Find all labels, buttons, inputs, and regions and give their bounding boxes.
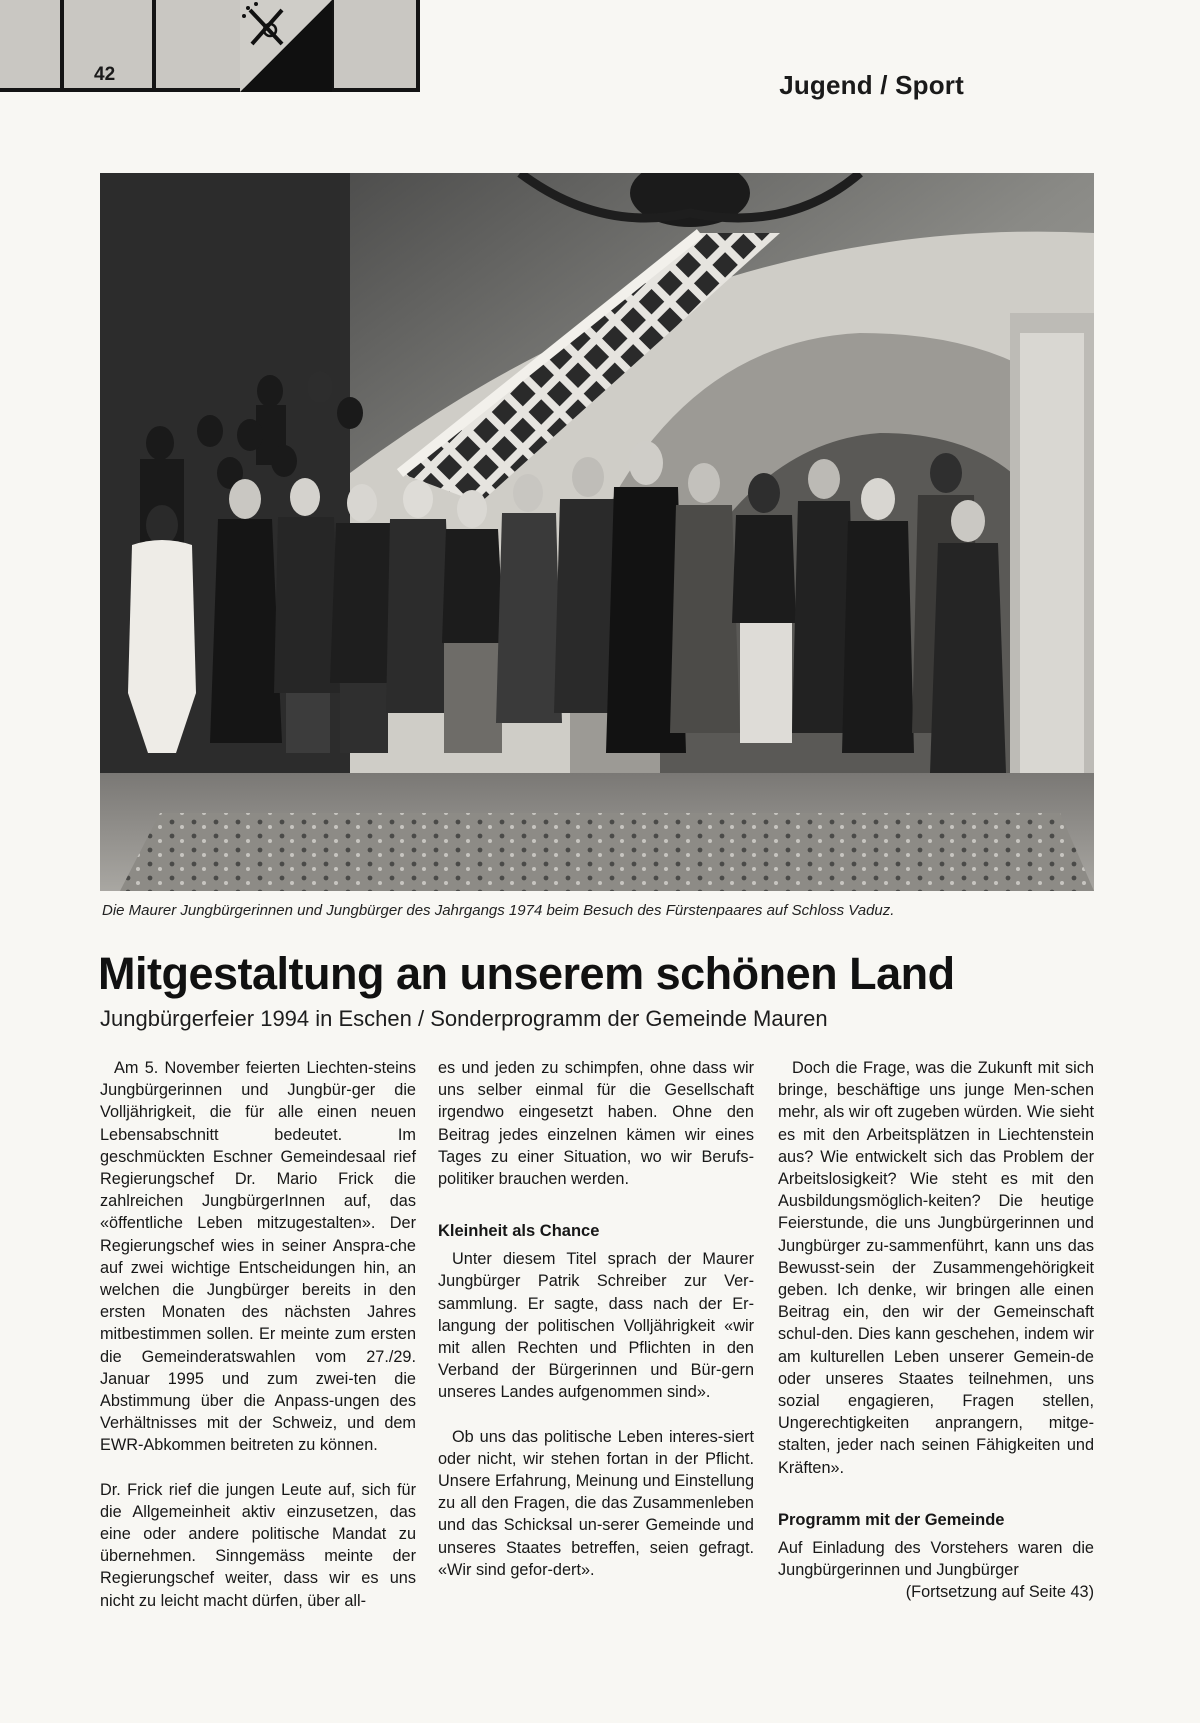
paragraph: Dr. Frick rief die jungen Leute auf, sich für die Allgemeinheit aktiv einzusetzen, das eine oder andere politische Mandat zu übernehmen. Sinngemäss meinte der Regierungschef weiter, dass wir es uns nicht zu leicht macht dürfen, über all- (100, 1480, 416, 1610)
headline: Mitgestaltung an unserem schönen Land (98, 948, 955, 999)
header-divider (152, 0, 156, 92)
photo-caption: Die Maurer Jungbürgerinnen und Jungbürger des Jahrgangs 1974 beim Besuch des Fürstenpaares auf Schloss Vaduz. (102, 902, 895, 919)
header-band (0, 0, 420, 92)
header-divider (416, 0, 420, 92)
crossed-staff-emblem-icon (240, 0, 332, 92)
article-body (100, 1057, 1094, 1687)
paragraph: Doch die Frage, was die Zukunft mit sich bringe, beschäftige uns junge Men-schen mehr, als wir oft zugeben würden. Wie sieht es mit den Arbeitsplätzen in Liechtenstein aus? Wie entwickelt sich das Problem der Arbeitslosigkeit? Wie steht es mit den Ausbildungsmöglich-keiten? Die heutige Feierstunde, die uns Jungbürgerinnen und Jungbürger zu-sammenführt, kann uns das Bewusst-sein der Zusammengehörigkeit geben. Ich denke, wir bringen alle einen Beitrag ein, den wir der Gemeinschaft schul-den. Dies kann geschehen, indem wir am kulturellen Leben unserer Gemein-de oder unseres Staates teilnehmen, uns sozial engagieren, Fragen stellen, Ungerechtigkeiten anprangern, mitge-stalten, jeder nach seinen Fähigkeiten und Kräften». (778, 1059, 1094, 1477)
header-divider (60, 0, 64, 92)
group-photo (100, 173, 1094, 891)
continued-note: (Fortsetzung auf Seite 43) (905, 1583, 1094, 1602)
paragraph: es und jeden zu schimpfen, ohne dass wir uns selber einmal für die Gesellschaft irgendwo eingesetzt haben. Ohne den Beitrag jedes einzelnen kämen wir eines Tages zu einer Situation, wo wir Berufs-politiker brauchen werden. (438, 1059, 754, 1189)
column-3 (778, 1057, 1094, 1625)
subheading-kleinheit: Kleinheit als Chance (438, 1222, 600, 1241)
subheadline: Jungbürgerfeier 1994 in Eschen / Sonderprogramm der Gemeinde Mauren (100, 1006, 828, 1031)
page-number: 42 (94, 64, 116, 85)
paragraph: Ob uns das politische Leben interes-siert oder nicht, wir stehen fortan in der Pflicht. Unsere Erfahrung, Meinung und Einstellung zu all den Fragen, die das Zusammenleben und das Schicksal un-serer Gemeinde und unseres Staates betreffen, seien gefragt. «Wir sind gefor-dert». (438, 1427, 754, 1579)
paragraph: Am 5. November feierten Liechten-steins Jungbürgerinnen und Jungbür-ger die Volljährigkeit, die für alle einen neuen Lebensabschnitt bedeutet. Im geschmückten Eschner Gemeindesaal rief Regierungschef Dr. Mario Frick die zahlreichen JungbürgerInnen auf, das «öffentliche Leben mitzugestalten». Der Regierungschef wies in seiner Anspra-che auf zwei wichtige Entscheidungen hin, an welchen die Jungbürger bereits in den ersten Monaten des nächsten Jahres mitbestimmen sollen. Er meinte zum ersten die Gemeinderatswahlen vom 27./29. Januar 1995 und zum zwei-ten die Abstimmung über die Anpass-ungen des Verhältnisses mit der Schweiz, und dem EWR-Abkommen beitreten zu können. (100, 1059, 416, 1455)
header-rule (0, 88, 420, 92)
paragraph: Unter diesem Titel sprach der Maurer Jungbürger Patrik Schreiber zur Ver-sammlung. Er sagte, dass nach der Er-langung der politischen Volljährigkeit «wir mit allen Rechten und Pflichten in den Verband der Bürgerinnen und Bür-gern unseres Landes aufgenommen sind». (438, 1250, 754, 1402)
subheading-programm: Programm mit der Gemeinde (778, 1510, 1005, 1529)
column-2 (438, 1057, 754, 1603)
paragraph: Auf Einladung des Vorstehers waren die Jungbürgerinnen und Jungbürger (778, 1538, 1094, 1580)
group-photo-icon (100, 173, 1094, 891)
section-title: Jugend / Sport (779, 70, 964, 100)
column-1 (100, 1057, 416, 1612)
